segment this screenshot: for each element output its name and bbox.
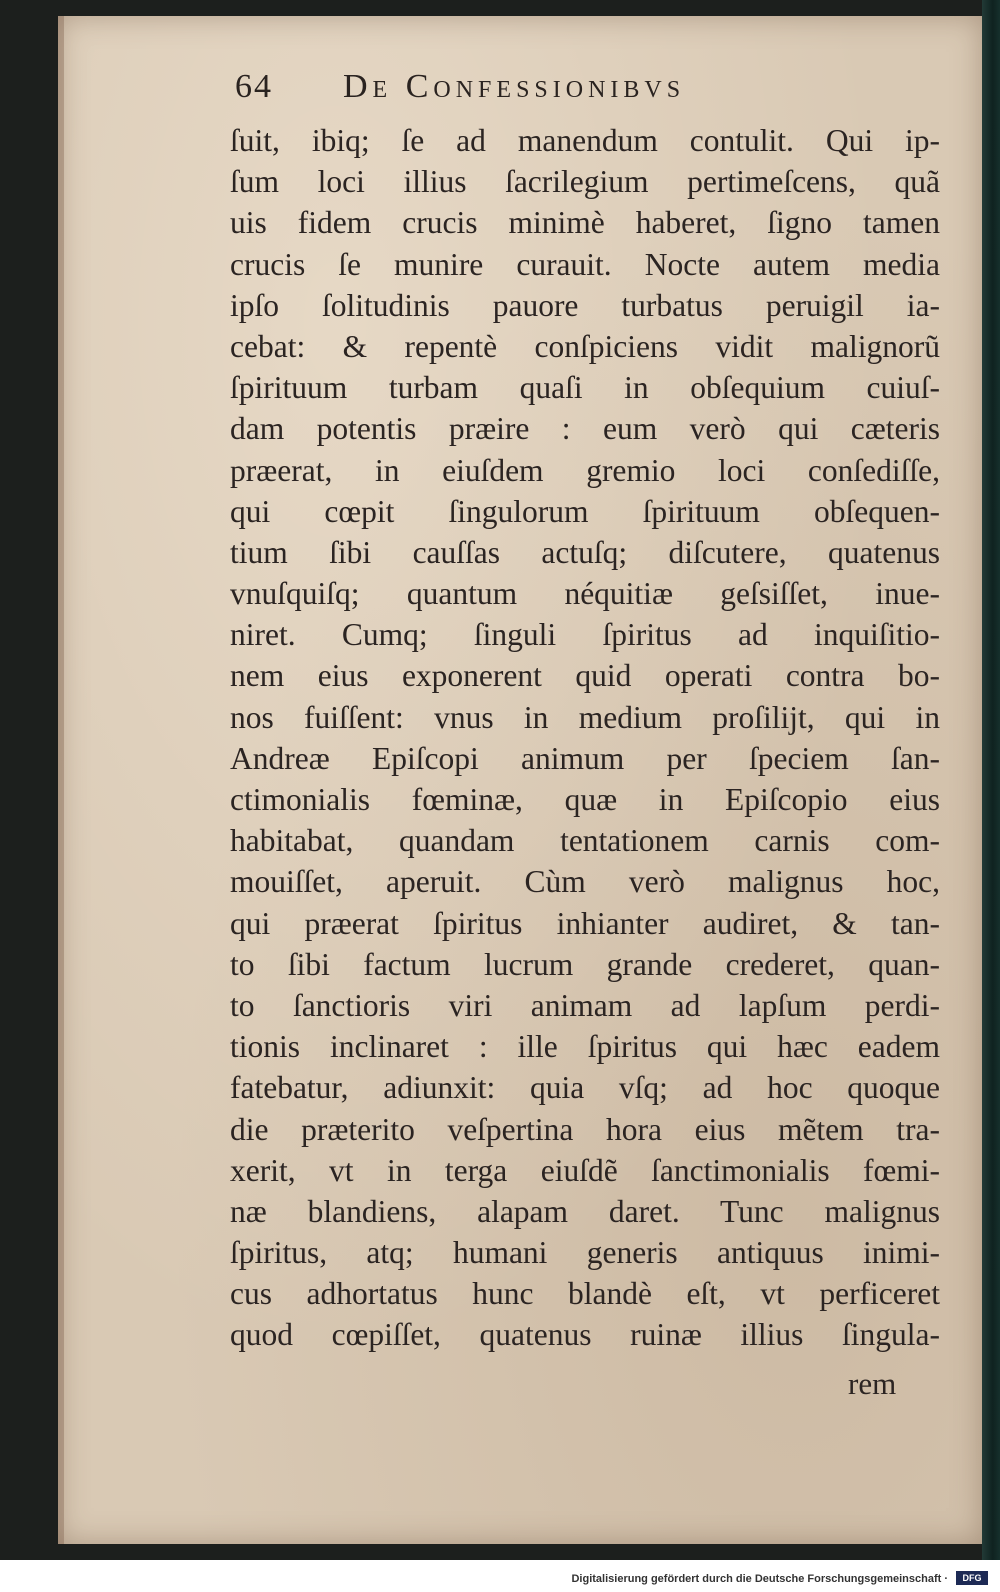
text-line: xerit, vt in terga eiuſdẽ ſanctimonialis fœmi-	[230, 1152, 940, 1188]
text-line: crucis ſe munire curauit. Nocte autem media	[230, 246, 940, 282]
text-line: tium ſibi cauſſas actuſq; diſcutere, quatenus	[230, 534, 940, 570]
digitization-credit: Digitalisierung gefördert durch die Deutsche Forschungsgemeinschaft ·	[571, 1573, 948, 1585]
catchword: rem	[848, 1366, 897, 1401]
text-line: mouiſſet, aperuit. Cùm verò malignus hoc,	[230, 864, 940, 900]
text-line: tionis inclinaret : ille ſpiritus qui hæc eadem	[230, 1029, 940, 1065]
text-line: cus adhortatus hunc blandè eſt, vt perficeret	[230, 1276, 940, 1312]
text-line: qui cœpit ſingulorum ſpirituum obſequen-	[230, 493, 940, 529]
text-line: ipſo ſolitudinis pauore turbatus peruigil ia-	[230, 287, 940, 323]
page-edge-shadow	[58, 16, 64, 1544]
text-line: ſuit, ibiq; ſe ad manendum contulit. Qui ip-	[230, 123, 940, 158]
text-line: præerat, in eiuſdem gremio loci conſediſſe,	[230, 452, 940, 488]
body-text	[230, 120, 940, 1356]
text-line: nos fuiſſent: vnus in medium proſilijt, qui in	[230, 699, 940, 735]
page-number: 64	[235, 68, 273, 105]
text-line: ſum loci illius ſacrilegium pertimeſcens, quã	[230, 164, 940, 200]
text-line: ſpiritus, atq; humani generis antiquus inimi-	[230, 1235, 940, 1271]
dfg-logo-icon: DFG	[956, 1571, 988, 1585]
book-spine	[982, 0, 1000, 1560]
text-line: dam potentis præire : eum verò qui cæteris	[230, 411, 940, 447]
text-line: qui præerat ſpiritus inhianter audiret, & tan-	[230, 905, 940, 941]
text-line: die præterito veſpertina hora eius mẽtem tra-	[230, 1111, 940, 1147]
text-line: Andreæ Epiſcopi animum per ſpeciem ſan-	[230, 740, 940, 776]
text-line: vnuſquiſq; quantum néquitiæ geſsiſſet, inue-	[230, 576, 940, 612]
running-title: De Confessionibvs	[343, 68, 686, 105]
text-line: uis fidem crucis minimè haberet, ſigno tamen	[230, 205, 940, 241]
text-line: quod cœpiſſet, quatenus ruinæ illius ſingula-	[230, 1317, 940, 1353]
text-line: to ſibi factum lucrum grande crederet, quan-	[230, 946, 940, 982]
text-line: nem eius exponerent quid operati contra bo-	[230, 658, 940, 694]
text-line: cebat: & repentè conſpiciens vidit malignorũ	[230, 328, 940, 364]
page-header	[235, 68, 835, 118]
text-line: to ſanctioris viri animam ad lapſum perdi-	[230, 987, 940, 1023]
text-line: habitabat, quandam tentationem carnis com-	[230, 823, 940, 859]
text-line: ctimonialis fœminæ, quæ in Epiſcopio eius	[230, 782, 940, 817]
text-line: niret. Cumq; ſinguli ſpiritus ad inquiſitio-	[230, 617, 940, 653]
text-line: næ blandiens, alapam daret. Tunc malignus	[230, 1193, 940, 1229]
text-line: ſpirituum turbam quaſi in obſequium cuiuſ-	[230, 370, 940, 406]
text-line: fatebatur, adiunxit: quia vſq; ad hoc quoque	[230, 1070, 940, 1106]
